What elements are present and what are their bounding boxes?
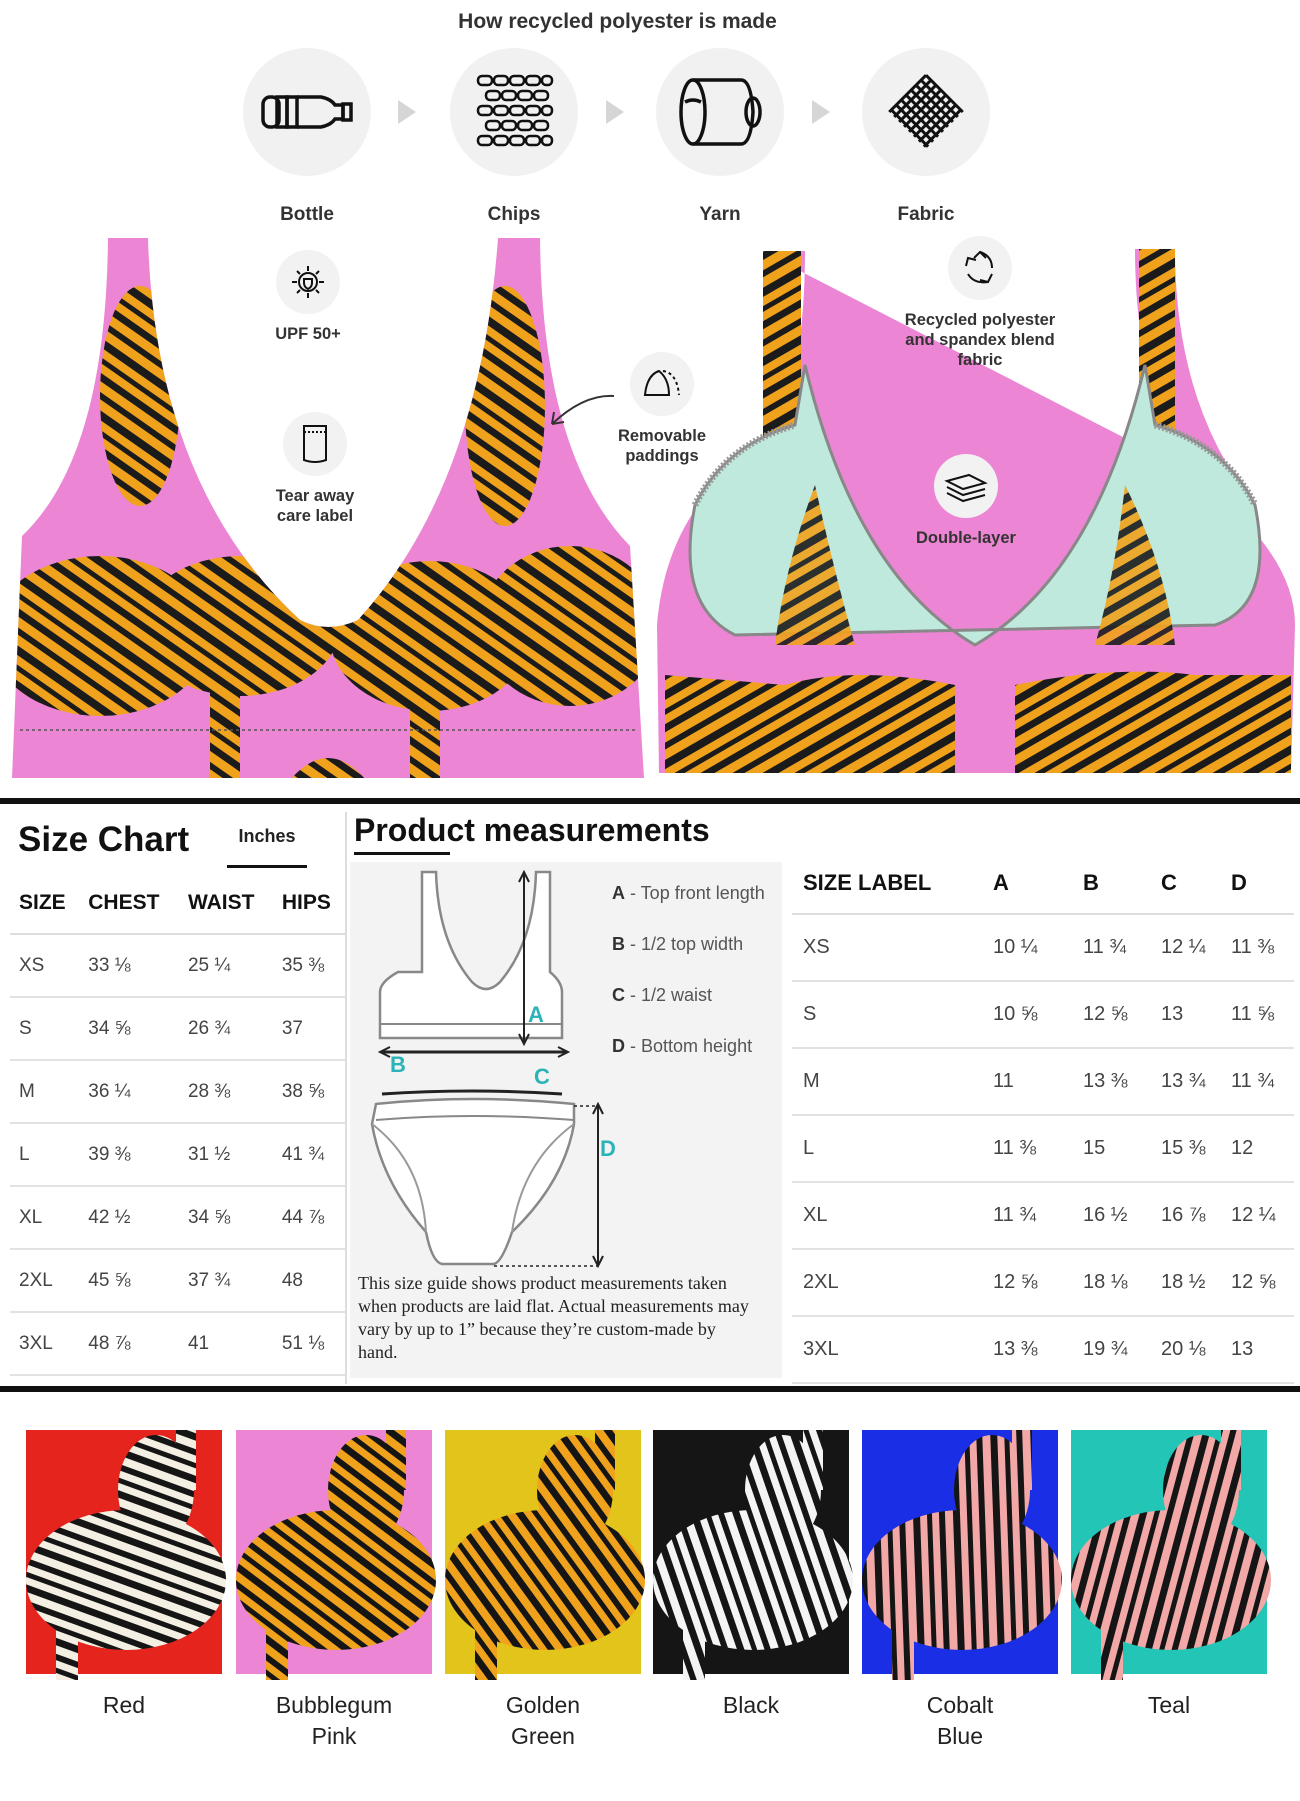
cell: 11 ¾ xyxy=(1072,914,1150,981)
recycle-icon xyxy=(948,236,1012,300)
table-row xyxy=(792,1316,1294,1383)
cell: 48 xyxy=(273,1249,345,1312)
diagram-letter-c: C xyxy=(534,1064,550,1089)
table-row xyxy=(792,1048,1294,1115)
fabric-icon xyxy=(862,48,990,176)
cell: 11 ⅝ xyxy=(1220,981,1294,1048)
cell: 45 ⅝ xyxy=(79,1249,179,1312)
double-layer-icon xyxy=(934,454,998,518)
pointer-arrow-icon xyxy=(544,390,618,430)
cell: 12 ¼ xyxy=(1150,914,1220,981)
cell: S xyxy=(792,981,982,1048)
cell: M xyxy=(792,1048,982,1115)
cell: 18 ⅛ xyxy=(1072,1249,1150,1316)
legend-key: A xyxy=(612,883,625,903)
cell: 16 ½ xyxy=(1072,1182,1150,1249)
feature-text: Double-layer xyxy=(916,529,1016,547)
color-swatch[interactable] xyxy=(1071,1430,1267,1674)
legend-key: C xyxy=(612,985,625,1005)
column-header: D xyxy=(1220,852,1294,914)
step-yarn xyxy=(656,48,784,226)
cell: 42 ½ xyxy=(79,1186,179,1249)
color-name xyxy=(443,1690,643,1752)
step-label: Fabric xyxy=(897,204,955,225)
measurements-title-underline xyxy=(354,852,450,855)
legend-text: - 1/2 waist xyxy=(630,985,713,1005)
feature-text: Recycled polyester and spandex blend fabric xyxy=(904,311,1056,369)
feature-care-label xyxy=(262,412,368,526)
cell: XL xyxy=(792,1182,982,1249)
cell: XL xyxy=(10,1186,79,1249)
cell: 34 ⅝ xyxy=(79,997,179,1060)
color-swatch[interactable] xyxy=(445,1430,641,1674)
cell: 12 ⅝ xyxy=(1220,1249,1294,1316)
legend-item-c xyxy=(612,985,712,1006)
cell: 13 ⅜ xyxy=(982,1316,1072,1383)
cell: 10 ⅝ xyxy=(982,981,1072,1048)
cell: 10 ¼ xyxy=(982,914,1072,981)
unit-tab[interactable]: Inches xyxy=(238,826,296,846)
color-name-line: Green xyxy=(511,1723,575,1749)
feature-upf xyxy=(268,250,348,344)
cell: 12 ⅝ xyxy=(1072,981,1150,1048)
feature-double-layer xyxy=(900,454,1032,548)
column-header: SIZE xyxy=(10,872,79,934)
color-name-line: Golden xyxy=(505,1692,581,1718)
table-row xyxy=(792,914,1294,981)
cell: 11 ⅜ xyxy=(982,1115,1072,1182)
cell: 41 xyxy=(179,1312,273,1375)
color-name xyxy=(651,1690,851,1721)
cell: 33 ⅛ xyxy=(79,934,179,997)
cell: 16 ⅞ xyxy=(1150,1182,1220,1249)
cell: 13 ⅜ xyxy=(1072,1048,1150,1115)
cell: 28 ⅜ xyxy=(179,1060,273,1123)
column-header: C xyxy=(1150,852,1220,914)
legend-item-d xyxy=(612,1036,752,1057)
color-name xyxy=(1069,1690,1269,1721)
cell: 11 ¾ xyxy=(982,1182,1072,1249)
feature-text: Removable paddings xyxy=(617,427,707,465)
table-row xyxy=(10,1123,345,1186)
cell: 12 xyxy=(1220,1115,1294,1182)
table-row xyxy=(792,981,1294,1048)
cell: 41 ¾ xyxy=(273,1123,345,1186)
cell: 35 ⅜ xyxy=(273,934,345,997)
legend-item-b xyxy=(612,934,743,955)
color-name-line: Blue xyxy=(936,1723,984,1749)
step-label: Yarn xyxy=(699,204,741,225)
cell: 11 ¾ xyxy=(1220,1048,1294,1115)
cell: 19 ¾ xyxy=(1072,1316,1150,1383)
table-header-row xyxy=(792,852,1294,914)
sun-shield-icon xyxy=(276,250,340,314)
chips-icon xyxy=(450,48,578,176)
cell: L xyxy=(10,1123,79,1186)
step-label: Bottle xyxy=(280,204,334,225)
cell: 26 ¾ xyxy=(179,997,273,1060)
column-header: CHEST xyxy=(79,872,179,934)
arrow-icon xyxy=(812,100,830,124)
yarn-icon xyxy=(656,48,784,176)
cell: 51 ⅛ xyxy=(273,1312,345,1375)
cell: 34 ⅝ xyxy=(179,1186,273,1249)
table-header-row xyxy=(10,872,345,934)
column-header: HIPS xyxy=(273,872,345,934)
legend-key: D xyxy=(612,1036,625,1056)
cell: 31 ½ xyxy=(179,1123,273,1186)
cell: M xyxy=(10,1060,79,1123)
table-row xyxy=(792,1249,1294,1316)
cell: 2XL xyxy=(10,1249,79,1312)
table-row xyxy=(10,1249,345,1312)
cell: 18 ½ xyxy=(1150,1249,1220,1316)
cell: XS xyxy=(792,914,982,981)
feature-text: UPF 50+ xyxy=(275,325,341,343)
color-name xyxy=(24,1690,224,1721)
care-label-icon xyxy=(283,412,347,476)
measurements-table xyxy=(792,852,1294,1384)
color-name-line: Red xyxy=(102,1692,146,1718)
cell: 2XL xyxy=(792,1249,982,1316)
cell: 3XL xyxy=(792,1316,982,1383)
size-chart-title: Size Chart xyxy=(18,820,190,859)
feature-text: Tear away care label xyxy=(275,487,355,525)
legend-text: - Top front length xyxy=(630,883,765,903)
cell: 11 xyxy=(982,1048,1072,1115)
column-header: B xyxy=(1072,852,1150,914)
cell: 37 xyxy=(273,997,345,1060)
table-row xyxy=(10,997,345,1060)
cell: S xyxy=(10,997,79,1060)
column-header: SIZE LABEL xyxy=(792,852,982,914)
arrow-icon xyxy=(606,100,624,124)
process-title: How recycled polyester is made xyxy=(458,10,777,33)
color-swatch[interactable] xyxy=(862,1430,1058,1674)
table-row xyxy=(10,1312,345,1375)
cell: 15 xyxy=(1072,1115,1150,1182)
cell: 13 xyxy=(1150,981,1220,1048)
diagram-letter-d: D xyxy=(600,1136,616,1161)
cell: 38 ⅝ xyxy=(273,1060,345,1123)
color-name xyxy=(234,1690,434,1752)
color-name-line: Bubblegum xyxy=(275,1692,393,1718)
step-bottle xyxy=(243,48,371,226)
step-fabric xyxy=(862,48,990,226)
color-name xyxy=(860,1690,1060,1752)
legend-item-a xyxy=(612,883,765,904)
cell: 13 xyxy=(1220,1316,1294,1383)
color-name-line: Black xyxy=(722,1692,780,1718)
measurement-diagram xyxy=(362,862,616,1272)
step-chips xyxy=(450,48,578,226)
table-row xyxy=(792,1115,1294,1182)
cell: 3XL xyxy=(10,1312,79,1375)
cell: 20 ⅛ xyxy=(1150,1316,1220,1383)
cell: 12 ¼ xyxy=(1220,1182,1294,1249)
table-row xyxy=(10,934,345,997)
cell: L xyxy=(792,1115,982,1182)
divider xyxy=(0,798,1300,804)
column-header: WAIST xyxy=(179,872,273,934)
size-chart-table xyxy=(10,872,345,1376)
cell: 25 ¼ xyxy=(179,934,273,997)
color-swatch[interactable] xyxy=(26,1430,222,1674)
column-divider xyxy=(345,812,347,1384)
cell: 37 ¾ xyxy=(179,1249,273,1312)
cell: 12 ⅝ xyxy=(982,1249,1072,1316)
unit-tab-underline xyxy=(227,865,307,868)
measurements-title: Product measurements xyxy=(354,812,710,848)
table-row xyxy=(10,1060,345,1123)
diagram-letter-b: B xyxy=(390,1052,406,1077)
feature-recycled xyxy=(904,236,1056,370)
cell: XS xyxy=(10,934,79,997)
cell: 36 ¼ xyxy=(79,1060,179,1123)
color-name-line: Pink xyxy=(311,1723,357,1749)
cell: 48 ⅞ xyxy=(79,1312,179,1375)
color-swatch[interactable] xyxy=(653,1430,849,1674)
cell: 15 ⅜ xyxy=(1150,1115,1220,1182)
measurement-note: This size guide shows product measurements taken when products are laid flat. Actual measurements may vary by up to 1” because they’re custom-made by hand. xyxy=(358,1273,749,1362)
legend-text: - 1/2 top width xyxy=(630,934,744,954)
table-row xyxy=(10,1186,345,1249)
color-name-line: Teal xyxy=(1147,1692,1191,1718)
legend-text: - Bottom height xyxy=(630,1036,753,1056)
cell: 44 ⅞ xyxy=(273,1186,345,1249)
diagram-letter-a: A xyxy=(528,1002,544,1027)
cell: 39 ⅜ xyxy=(79,1123,179,1186)
color-name-line: Cobalt xyxy=(926,1692,994,1718)
divider xyxy=(0,1386,1300,1392)
step-label: Chips xyxy=(487,204,541,225)
arrow-icon xyxy=(398,100,416,124)
table-row xyxy=(792,1182,1294,1249)
bottle-icon xyxy=(243,48,371,176)
cell: 13 ¾ xyxy=(1150,1048,1220,1115)
column-header: A xyxy=(982,852,1072,914)
legend-key: B xyxy=(612,934,625,954)
color-swatch[interactable] xyxy=(236,1430,432,1674)
cell: 11 ⅜ xyxy=(1220,914,1294,981)
